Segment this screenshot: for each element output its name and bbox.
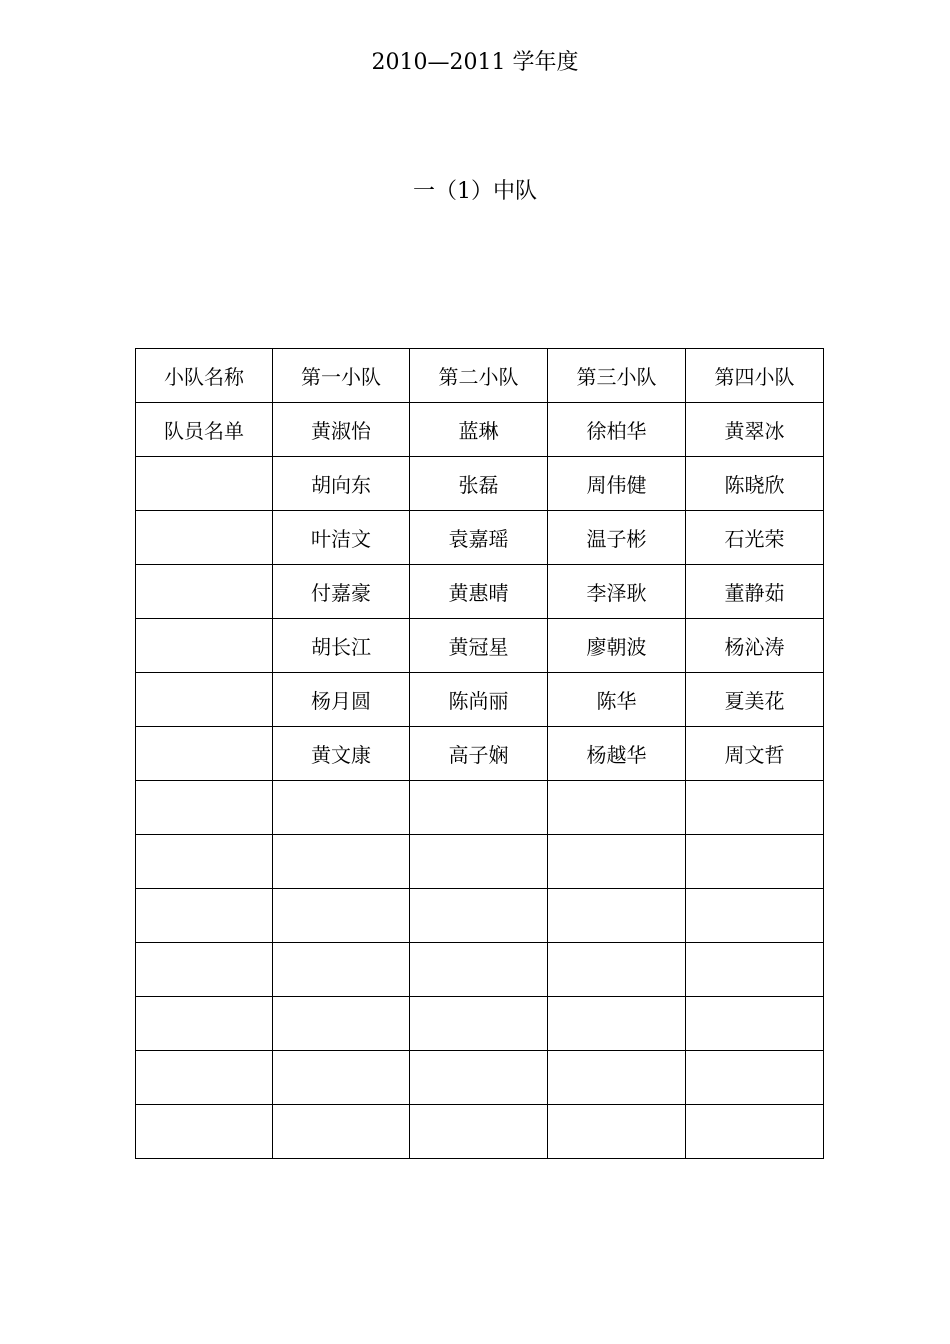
table-cell: 付嘉豪 — [273, 565, 410, 619]
table-row — [136, 1051, 824, 1105]
table-cell — [136, 565, 273, 619]
table-cell — [136, 997, 273, 1051]
header-cell-team-3: 第三小队 — [548, 349, 686, 403]
table-cell: 黄文康 — [273, 727, 410, 781]
table-cell — [548, 1105, 686, 1159]
table-cell — [410, 997, 548, 1051]
table-cell: 石光荣 — [686, 511, 824, 565]
table-cell — [136, 781, 273, 835]
table-cell: 陈晓欣 — [686, 457, 824, 511]
table-row — [136, 403, 824, 457]
table-cell: 杨沁涛 — [686, 619, 824, 673]
table-cell — [548, 781, 686, 835]
table-cell: 袁嘉瑶 — [410, 511, 548, 565]
table-cell: 蓝琳 — [410, 403, 548, 457]
table-cell — [686, 1051, 824, 1105]
roster-table — [135, 348, 824, 1159]
table-cell — [136, 943, 273, 997]
header-cell-team-4: 第四小队 — [686, 349, 824, 403]
table-cell: 胡长江 — [273, 619, 410, 673]
table-cell — [548, 997, 686, 1051]
squadron-title: 一（1）中队 — [413, 179, 537, 204]
table-row — [136, 457, 824, 511]
table-header-row — [136, 349, 824, 403]
table-cell — [136, 889, 273, 943]
table-cell — [686, 781, 824, 835]
table-cell — [410, 1051, 548, 1105]
table-row — [136, 781, 824, 835]
table-cell: 叶洁文 — [273, 511, 410, 565]
table-row — [136, 997, 824, 1051]
table-cell — [686, 943, 824, 997]
table-cell — [410, 781, 548, 835]
table-row — [136, 619, 824, 673]
table-cell: 周伟健 — [548, 457, 686, 511]
header-cell-team-2: 第二小队 — [410, 349, 548, 403]
document-title: 2010—2011 学年度 — [371, 50, 579, 75]
table-cell — [136, 457, 273, 511]
table-cell — [548, 889, 686, 943]
table-row — [136, 673, 824, 727]
table-cell: 董静茹 — [686, 565, 824, 619]
table-cell: 徐柏华 — [548, 403, 686, 457]
table-cell — [548, 835, 686, 889]
table-cell: 高子娴 — [410, 727, 548, 781]
table-cell: 周文哲 — [686, 727, 824, 781]
table-cell: 温子彬 — [548, 511, 686, 565]
table-cell — [136, 673, 273, 727]
table-row — [136, 943, 824, 997]
table-cell — [410, 889, 548, 943]
table-cell — [136, 835, 273, 889]
table-cell — [273, 835, 410, 889]
table-cell — [136, 511, 273, 565]
table-cell — [686, 1105, 824, 1159]
table-cell: 廖朝波 — [548, 619, 686, 673]
table-cell — [136, 1051, 273, 1105]
table-cell: 陈尚丽 — [410, 673, 548, 727]
table-cell — [136, 1105, 273, 1159]
table-cell: 黄淑怡 — [273, 403, 410, 457]
table-cell: 李泽耿 — [548, 565, 686, 619]
header-cell-team-1: 第一小队 — [273, 349, 410, 403]
table-cell — [410, 835, 548, 889]
table-cell — [273, 1105, 410, 1159]
table-cell — [136, 727, 273, 781]
table-cell: 队员名单 — [136, 403, 273, 457]
table-row — [136, 1105, 824, 1159]
table-cell — [273, 997, 410, 1051]
table-cell — [273, 943, 410, 997]
table-cell: 黄冠星 — [410, 619, 548, 673]
header-cell-team-name: 小队名称 — [136, 349, 273, 403]
table-cell: 张磊 — [410, 457, 548, 511]
table-cell: 夏美花 — [686, 673, 824, 727]
table-cell — [273, 889, 410, 943]
table-cell — [548, 1051, 686, 1105]
table-cell — [410, 943, 548, 997]
table-row — [136, 889, 824, 943]
table-cell: 黄惠晴 — [410, 565, 548, 619]
table-row — [136, 565, 824, 619]
table-cell: 胡向东 — [273, 457, 410, 511]
table-cell — [686, 889, 824, 943]
table-row — [136, 835, 824, 889]
table-cell: 杨越华 — [548, 727, 686, 781]
table-cell — [273, 1051, 410, 1105]
table-cell — [686, 835, 824, 889]
table-cell — [136, 619, 273, 673]
table-cell: 陈华 — [548, 673, 686, 727]
table-cell — [548, 943, 686, 997]
table-cell — [686, 997, 824, 1051]
table-row — [136, 727, 824, 781]
table-row — [136, 511, 824, 565]
table-cell: 杨月圆 — [273, 673, 410, 727]
table-cell: 黄翠冰 — [686, 403, 824, 457]
table-cell — [410, 1105, 548, 1159]
table-cell — [273, 781, 410, 835]
